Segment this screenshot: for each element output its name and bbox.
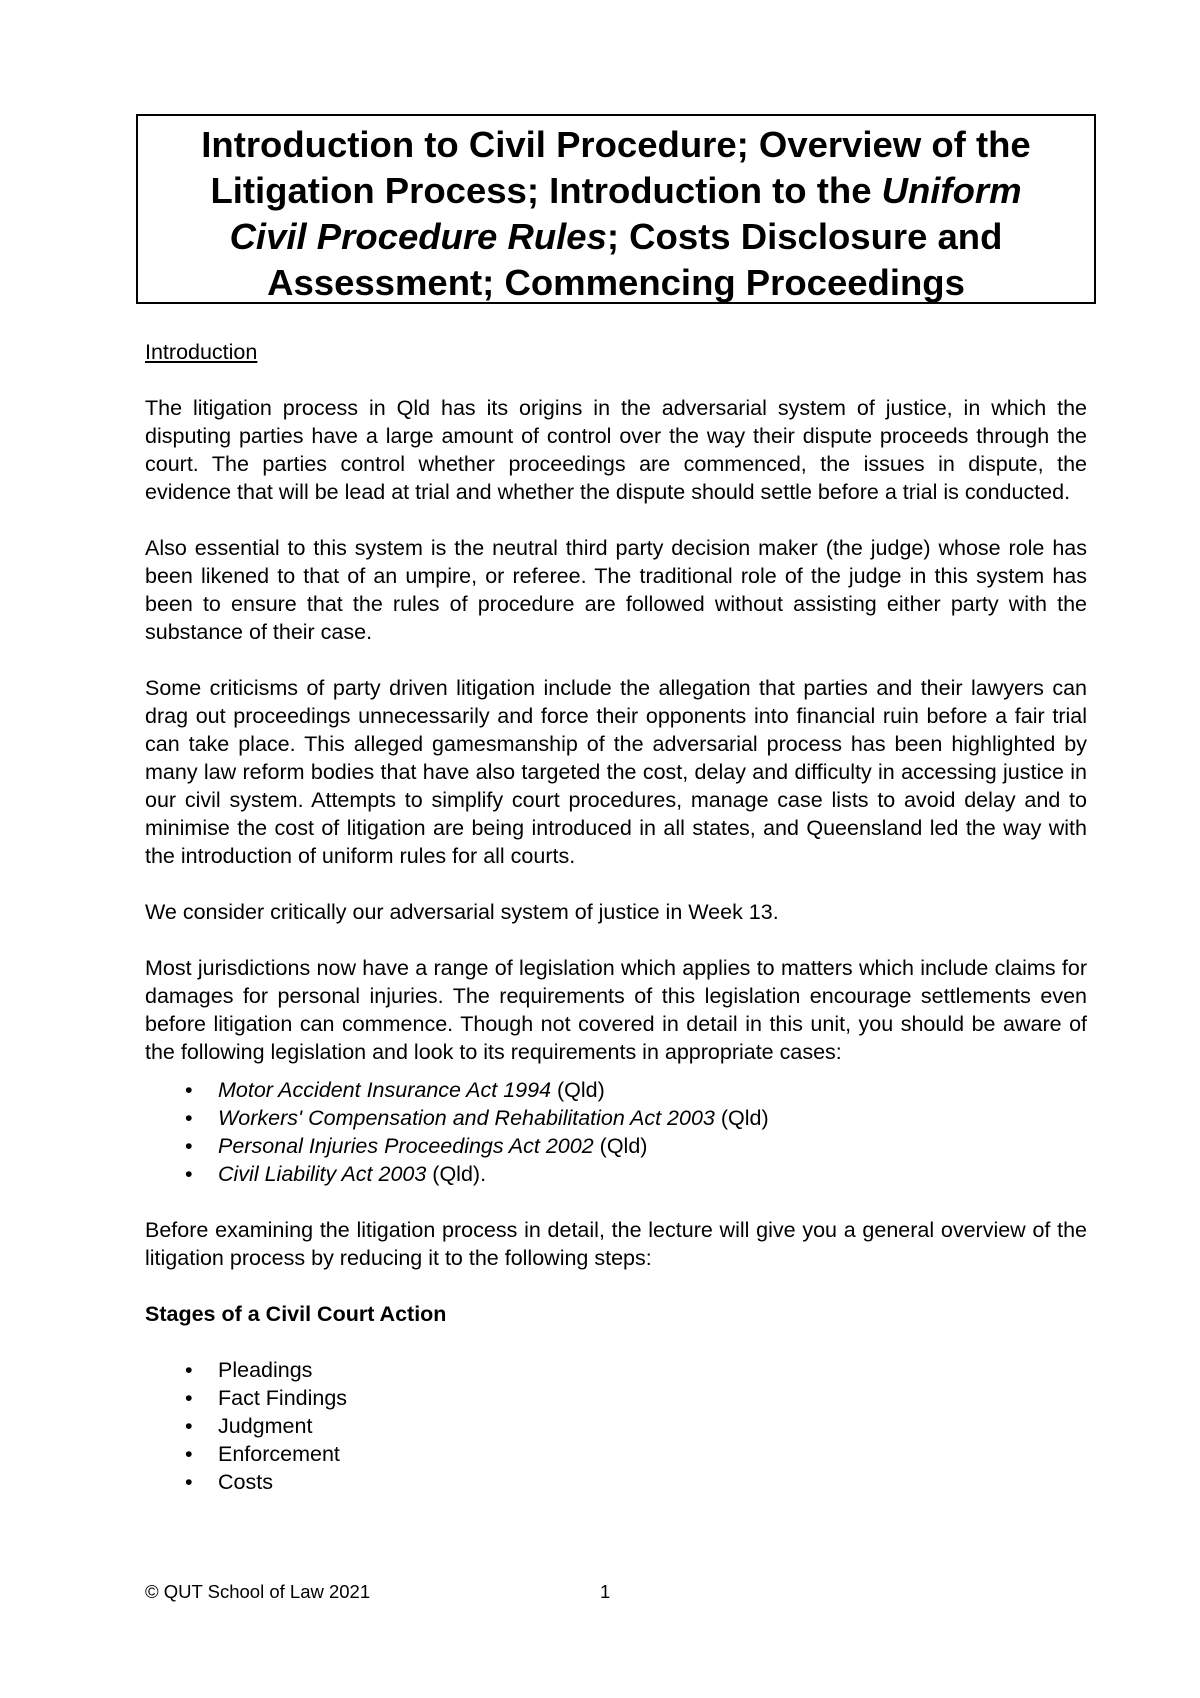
page-number: 1 [600, 1581, 611, 1602]
list-item [145, 1384, 1087, 1412]
title-line-3 [138, 214, 1094, 260]
title-line-2-text: Litigation Process; Introduction to the [210, 170, 882, 211]
bullet-icon: • [185, 1470, 193, 1494]
stage-label: Judgment [218, 1414, 313, 1438]
title-line-4: Assessment; Commencing Proceedings [267, 262, 965, 303]
bullet-icon: • [185, 1106, 193, 1130]
title-line-3-text: ; Costs Disclosure and [606, 216, 1003, 257]
act-jurisdiction: (Qld) [593, 1134, 648, 1158]
list-item [145, 1468, 1087, 1496]
bullet-icon: • [185, 1442, 193, 1466]
paragraph-1: The litigation process in Qld has its origins in the adversarial system of justice, in which the disputing parties have a large amount of control over the way their dispute proceeds through the court. The parties control whether proceedings are commenced, the issues in dispute, the evidence that will be lead at trial and whether the dispute should settle before a trial is conducted. [145, 396, 1087, 504]
paragraph-6: Before examining the litigation process in detail, the lecture will give you a general overview of the litigation process by reducing it to the following steps: [145, 1218, 1087, 1270]
copyright-text: © QUT School of Law 2021 [145, 1581, 371, 1602]
list-item [145, 1440, 1087, 1468]
bullet-icon: • [185, 1386, 193, 1410]
bullet-icon: • [185, 1358, 193, 1382]
act-title: Motor Accident Insurance Act 1994 [218, 1078, 552, 1102]
title-line-1: Introduction to Civil Procedure; Overview of the [201, 124, 1031, 165]
act-jurisdiction: (Qld) [551, 1078, 605, 1102]
list-item [145, 1356, 1087, 1384]
list-item [145, 1160, 1087, 1188]
paragraph-3: Some criticisms of party driven litigation include the allegation that parties and their lawyers can drag out proceedings unnecessarily and force their opponents into financial ruin before a fair trial can take place. This alleged gamesmanship of the adversarial process has been highlighted by many law reform bodies that have also targeted the cost, delay and difficulty in accessing justice in our civil system. Attempts to simplify court procedures, manage case lists to avoid delay and to minimise the cost of litigation are being introduced in all states, and Queensland led the way with the introduction of uniform rules for all courts. [145, 676, 1087, 868]
title-italic-rules: Civil Procedure Rules [229, 216, 607, 257]
act-title: Civil Liability Act 2003 [218, 1162, 427, 1186]
list-item [145, 1412, 1087, 1440]
list-item [145, 1104, 1087, 1132]
bullet-icon: • [185, 1162, 193, 1186]
title-line-2 [138, 168, 1094, 214]
bullet-icon: • [185, 1134, 193, 1158]
document-body [145, 338, 1087, 1496]
paragraph-5: Most jurisdictions now have a range of legislation which applies to matters which include claims for damages for personal injuries. The requirements of this legislation encourage settlements even before litigation can commence. Though not covered in detail in this unit, you should be aware of the following legislation and look to its requirements in appropriate cases: [145, 956, 1087, 1064]
stage-label: Costs [218, 1470, 273, 1494]
title-italic-uniform: Uniform [881, 170, 1022, 211]
act-title: Personal Injuries Proceedings Act 2002 [218, 1134, 594, 1158]
stages-list [145, 1356, 1087, 1496]
paragraph-2: Also essential to this system is the neutral third party decision maker (the judge) whose role has been likened to that of an umpire, or referee. The traditional role of the judge in this system has been to ensure that the rules of procedure are followed without assisting either party with the substance of their case. [145, 536, 1087, 644]
bullet-icon: • [185, 1414, 193, 1438]
bullet-icon: • [185, 1078, 193, 1102]
title-box [136, 114, 1096, 304]
stage-label: Fact Findings [218, 1386, 348, 1410]
stage-label: Pleadings [218, 1358, 313, 1382]
act-jurisdiction: (Qld) [714, 1106, 769, 1130]
act-jurisdiction: (Qld). [426, 1162, 487, 1186]
paragraph-4: We consider critically our adversarial system of justice in Week 13. [145, 900, 779, 924]
list-item [145, 1132, 1087, 1160]
stages-heading: Stages of a Civil Court Action [145, 1302, 447, 1326]
list-item [145, 1076, 1087, 1104]
intro-heading: Introduction [145, 340, 258, 364]
legislation-list [145, 1076, 1087, 1188]
stage-label: Enforcement [218, 1442, 340, 1466]
act-title: Workers' Compensation and Rehabilitation Act 2003 [218, 1106, 715, 1130]
